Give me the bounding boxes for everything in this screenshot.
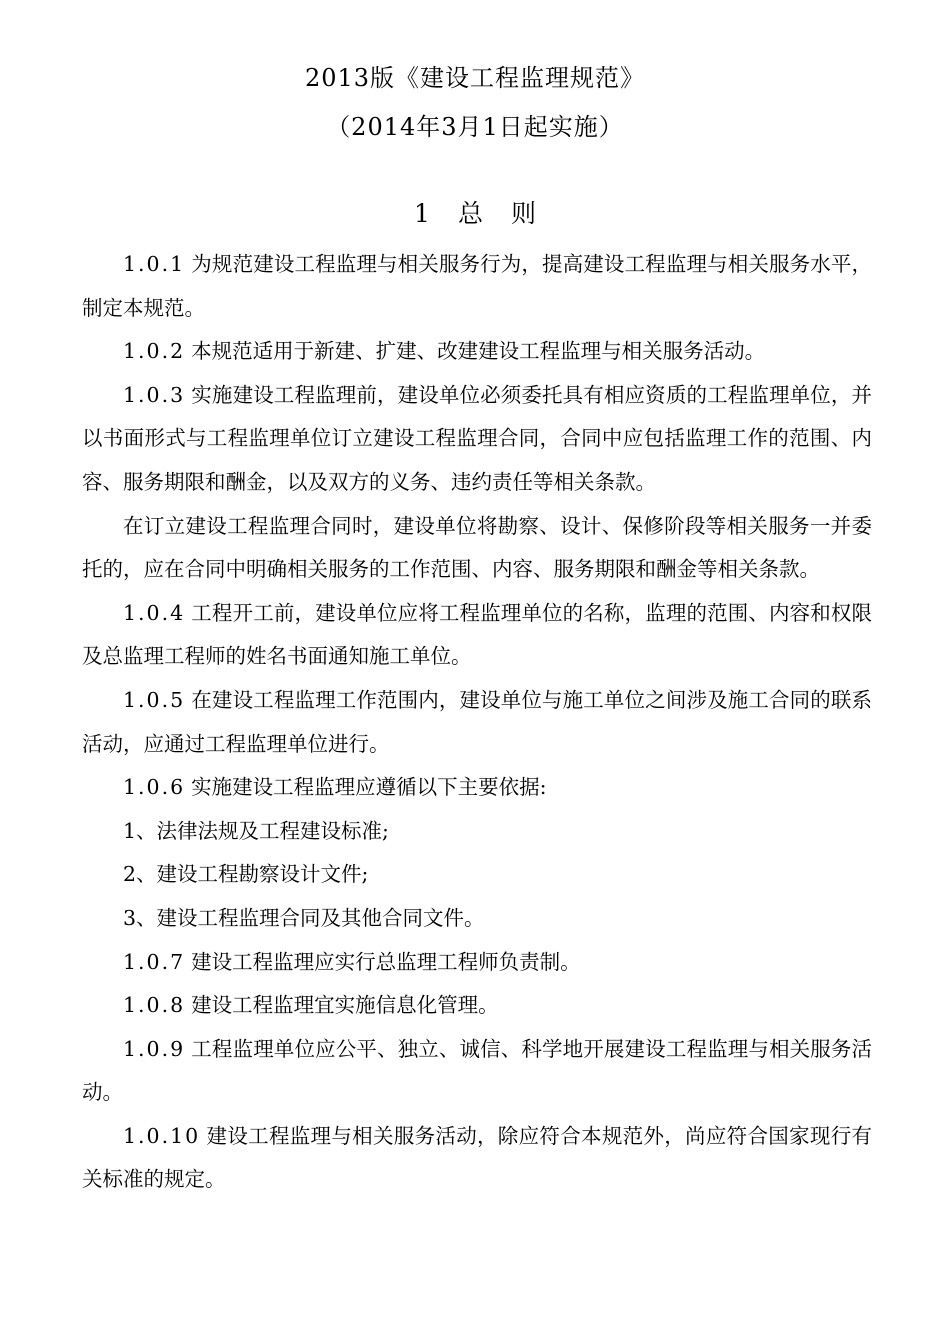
basis-text: 1、法律法规及工程建设标准; [123, 818, 389, 843]
basis-text: 2、建设工程勘察设计文件; [123, 862, 369, 887]
clause-text: 实施建设工程监理应遵循以下主要依据: [191, 775, 547, 800]
basis-list-item [82, 897, 872, 941]
basis-list-item [82, 810, 872, 854]
clause-text: 本规范适用于新建、扩建、改建建设工程监理与相关服务活动。 [191, 339, 766, 364]
clause-number: 1.0.2 [123, 339, 186, 364]
basis-text: 3、建设工程监理合同及其他合同文件。 [123, 905, 485, 930]
chapter-number: 1 [414, 199, 430, 228]
clause-paragraph [82, 766, 872, 810]
clause-paragraph [82, 1028, 872, 1115]
clause-text: 工程监理单位应公平、独立、诚信、科学地开展建设工程监理与相关服务活动。 [82, 1036, 872, 1105]
document-subtitle: （2014年3月1日起实施） [326, 113, 624, 141]
chapter-heading [0, 198, 950, 230]
clause-number: 1.0.3 [123, 382, 186, 407]
document-body [82, 243, 872, 1202]
clause-paragraph [82, 1115, 872, 1202]
clause-paragraph [82, 941, 872, 985]
clause-number: 1.0.9 [123, 1036, 186, 1061]
clause-text: 建设工程监理与相关服务活动，除应符合本规范外，尚应符合国家现行有关标准的规定。 [82, 1123, 872, 1192]
clause-text: 为规范建设工程监理与相关服务行为，提高建设工程监理与相关服务水平，制定本规范。 [82, 252, 872, 320]
basis-list-item [82, 853, 872, 897]
chapter-title-word-2: 则 [510, 199, 536, 228]
chapter-title-word-1: 总 [457, 199, 483, 228]
clause-paragraph [82, 679, 872, 766]
clause-text: 实施建设工程监理前，建设单位必须委托具有相应资质的工程监理单位，并以书面形式与工程监理单位订立建设工程监理合同，合同中应包括监理工作的范围、内容、服务期限和酬金，以及双方的义务、违约责任等相关条款。 [82, 382, 872, 494]
clause-paragraph [82, 243, 872, 330]
clause-paragraph [82, 984, 872, 1028]
clause-text: 工程开工前，建设单位应将工程监理单位的名称，监理的范围、内容和权限及总监理工程师的姓名书面通知施工单位。 [82, 600, 872, 669]
clause-text: 建设工程监理应实行总监理工程师负责制。 [191, 949, 581, 974]
clause-number: 1.0.8 [123, 993, 186, 1018]
clause-paragraph [82, 505, 872, 592]
clause-number: 1.0.4 [123, 600, 186, 625]
clause-number: 1.0.7 [123, 949, 186, 974]
clause-paragraph [82, 374, 872, 505]
clause-paragraph [82, 592, 872, 679]
clause-number: 1.0.10 [123, 1123, 201, 1148]
clause-paragraph [82, 330, 872, 374]
clause-number: 1.0.6 [123, 775, 186, 800]
clause-text: 建设工程监理宜实施信息化管理。 [191, 993, 499, 1018]
clause-text: 在订立建设工程监理合同时，建设单位将勘察、设计、保修阶段等相关服务一并委托的，应在合同中明确相关服务的工作范围、内容、服务期限和酬金等相关条款。 [82, 513, 872, 582]
document-title: 2013版《建设工程监理规范》 [304, 64, 646, 92]
clause-number: 1.0.1 [123, 252, 186, 276]
clause-text: 在建设工程监理工作范围内，建设单位与施工单位之间涉及施工合同的联系活动，应通过工程监理单位进行。 [82, 687, 872, 756]
clause-number: 1.0.5 [123, 687, 186, 712]
